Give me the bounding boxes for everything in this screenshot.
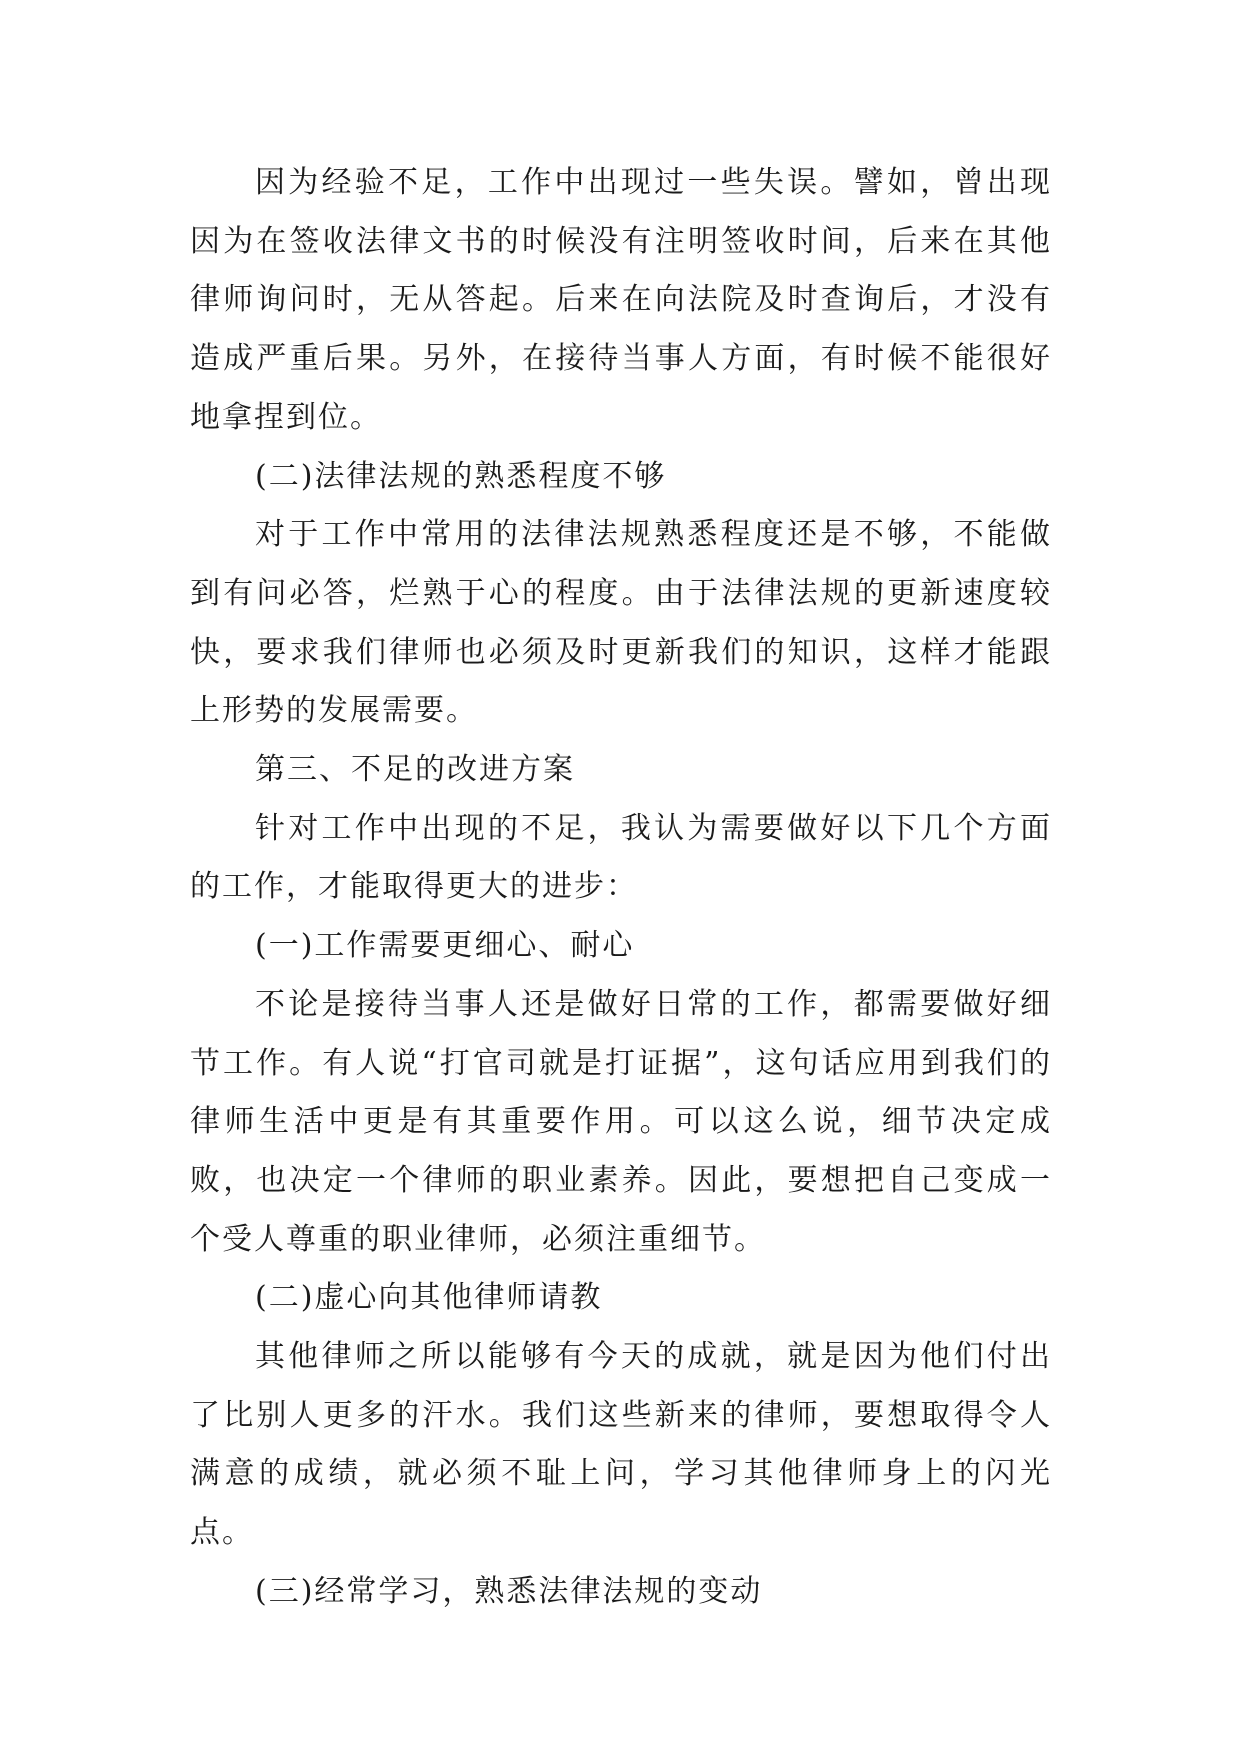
- paragraph-learn-from-lawyers: 其他律师之所以能够有今天的成就，就是因为他们付出了比别人更多的汗水。我们这些新来的律师，要想取得令人满意的成绩，就必须不耻上问，学习其他律师身上的闪光点。: [190, 1339, 1052, 1551]
- heading-improvement-plan: 第三、不足的改进方案: [255, 752, 575, 788]
- document-body: [190, 154, 1052, 1622]
- heading-study-law-changes: (三)经常学习，熟悉法律法规的变动: [255, 1573, 763, 1609]
- heading-careful-patient: (一)工作需要更细心、耐心: [255, 928, 635, 964]
- paragraph-careful-patient: 不论是接待当事人还是做好日常的工作，都需要做好细节工作。有人说“打官司就是打证据”，这句话应用到我们的律师生活中更是有其重要作用。可以这么说，细节决定成败，也决定一个律师的职业素养。因此，要想把自己变成一个受人尊重的职业律师，必须注重细节。: [190, 986, 1052, 1257]
- heading-learn-from-lawyers: (二)虚心向其他律师请教: [255, 1280, 603, 1316]
- heading-law-familiarity: (二)法律法规的熟悉程度不够: [255, 458, 667, 494]
- paragraph-law-familiarity: 对于工作中常用的法律法规熟悉程度还是不够，不能做到有问必答，烂熟于心的程度。由于法律法规的更新速度较快，要求我们律师也必须及时更新我们的知识，这样才能跟上形势的发展需要。: [190, 517, 1052, 729]
- paragraph-improvement-intro: 针对工作中出现的不足，我认为需要做好以下几个方面的工作，才能取得更大的进步：: [190, 810, 1052, 905]
- paragraph-experience-mistakes: 因为经验不足，工作中出现过一些失误。譬如，曾出现因为在签收法律文书的时候没有注明签收时间，后来在其他律师询问时，无从答起。后来在向法院及时查询后，才没有造成严重后果。另外，在接待当事人方面，有时候不能很好地拿捏到位。: [190, 165, 1052, 435]
